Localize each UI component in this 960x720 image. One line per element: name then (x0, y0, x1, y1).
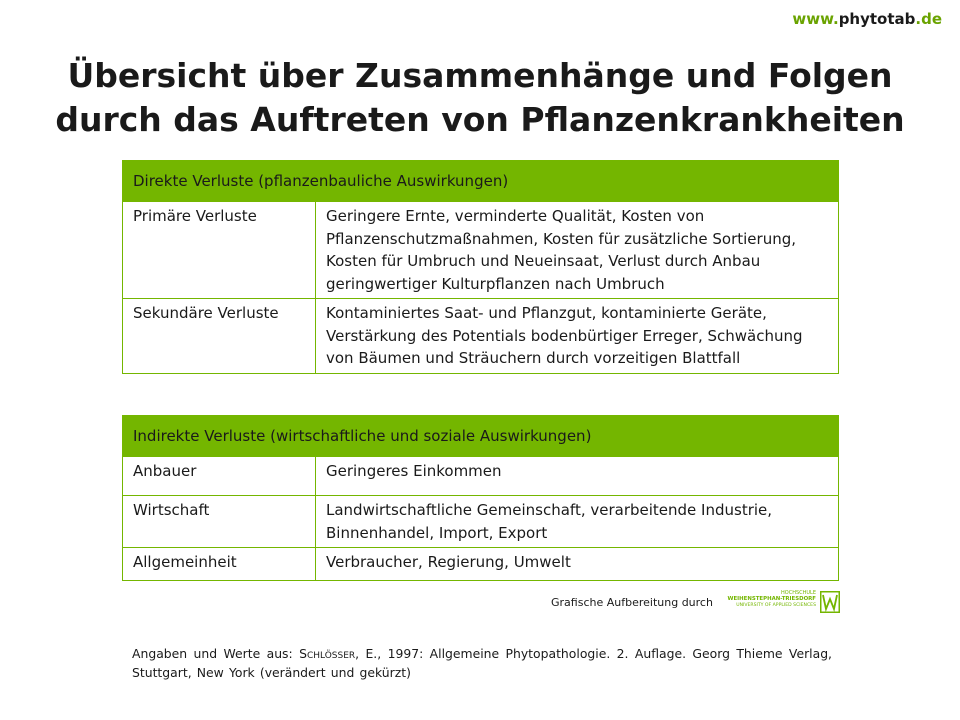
source-prefix: Angaben und Werte aus: (132, 646, 300, 661)
row-description (316, 496, 839, 548)
row-label: Wirtschaft (123, 496, 316, 548)
table-row (123, 548, 839, 581)
page-title-line-2: durch das Auftreten von Pflanzenkrankheiten (55, 100, 905, 139)
page-title (0, 54, 960, 142)
row-description (316, 299, 839, 374)
description-line: Verstärkung des Potentials bodenbürtiger Erreger, Schwächung (326, 326, 803, 345)
description-line: Geringere Ernte, verminderte Qualität, Kosten von (326, 207, 705, 225)
site-link-www: www. (792, 10, 839, 28)
site-link[interactable] (792, 10, 942, 28)
row-description (316, 457, 839, 496)
row-label: Anbauer (123, 457, 316, 496)
site-link-name: phytotab (838, 10, 916, 28)
source-citation (132, 644, 832, 682)
direct-losses-table (122, 160, 839, 374)
source-author: Schlösser (299, 646, 356, 661)
logo-line-3: UNIVERSITY OF APPLIED SCIENCES (736, 603, 816, 608)
hswt-logo[interactable] (722, 590, 840, 614)
source-rest: , E., 1997: Allgemeine Phytopathologie. 2. Auflage. Georg Thieme Verlag, Stuttgart, New York (verändert und gekürzt) (132, 646, 832, 680)
description-line: Verbraucher, Regierung, Umwelt (326, 553, 571, 571)
table-row (123, 457, 839, 496)
row-label: Allgemeinheit (123, 548, 316, 581)
description-line: Kosten für Umbruch und Neueinsaat, Verlust durch Anbau (326, 252, 761, 270)
credit-text: Grafische Aufbereitung durch (551, 596, 713, 609)
direct-losses-header: Direkte Verluste (pflanzenbauliche Auswirkungen) (123, 161, 839, 202)
description-line: geringwertiger Kulturpflanzen nach Umbruch (326, 274, 665, 293)
description-line: Pflanzenschutzmaßnahmen, Kosten für zusätzliche Sortierung, (326, 229, 797, 248)
row-description (316, 202, 839, 299)
logo-line-1: HOCHSCHULE (781, 590, 816, 596)
logo-text (728, 590, 816, 609)
description-line: von Bäumen und Sträuchern durch vorzeitigen Blattfall (326, 349, 741, 367)
logo-line-2: WEIHENSTEPHAN-TRIESDORF (727, 596, 816, 602)
indirect-losses-table (122, 415, 839, 581)
hswt-logo-icon (820, 591, 840, 613)
table-row (123, 496, 839, 548)
row-label: Sekundäre Verluste (123, 299, 316, 374)
description-line: Landwirtschaftliche Gemeinschaft, verarbeitende Industrie, (326, 501, 773, 519)
site-link-tld: .de (915, 10, 942, 28)
table-row (123, 299, 839, 374)
row-label: Primäre Verluste (123, 202, 316, 299)
description-line: Kontaminiertes Saat- und Pflanzgut, kontaminierte Geräte, (326, 304, 767, 322)
description-line: Geringeres Einkommen (326, 462, 502, 480)
row-description (316, 548, 839, 581)
table-row (123, 202, 839, 299)
indirect-losses-header: Indirekte Verluste (wirtschaftliche und soziale Auswirkungen) (123, 416, 839, 457)
page-title-line-1: Übersicht über Zusammenhänge und Folgen (67, 56, 893, 95)
description-line: Binnenhandel, Import, Export (326, 523, 548, 542)
